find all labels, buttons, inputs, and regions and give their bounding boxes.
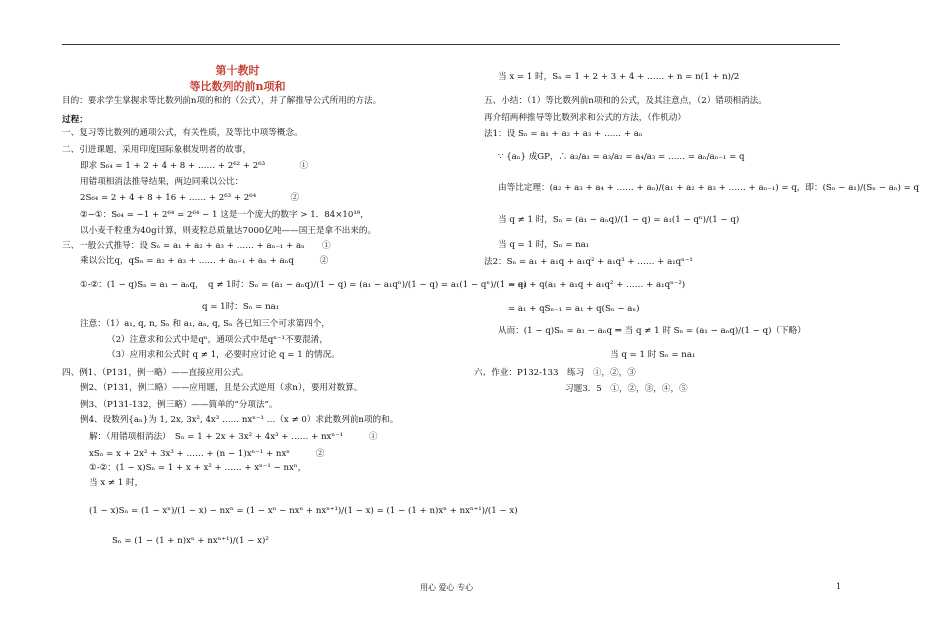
chess-sum: 即求 S₆₄ = 1 + 2 + 4 + 8 + …… + 2⁶² + 2⁶³ ① — [80, 161, 309, 171]
method-2-q1: 当 q = 1 时 Sₙ = na₁ — [610, 350, 696, 360]
ratio-theorem: 由等比定理：(a₂ + a₃ + a₄ + …… + aₙ)/(a₁ + a₂ + a₃ + …… + aₙ₋₁) = q，即：(Sₙ − a₁)/(Sₙ − aₙ) = q — [498, 183, 919, 193]
gp-ratio: ∵ {aₙ} 成GP，∴ a₂/a₁ = a₃/a₂ = a₄/a₃ = …… = aₙ/aₙ₋₁ = q — [498, 152, 745, 162]
method-line: 用错项相消法推导结果，两边同乘以公比： — [80, 177, 244, 187]
example-1: 四、例1、（P131，例一略）——直接应用公式。 — [62, 368, 249, 378]
method-1-result: 当 q ≠ 1 时，Sₙ = (a₁ − aₙq)/(1 − q) = a₁(1 − qⁿ)/(1 − q) — [498, 215, 740, 225]
header-rule — [62, 44, 840, 45]
multiply-ratio: 乘以公比q，qSₙ = a₂ + a₃ + …… + aₙ₋₁ + aₙ + aₙq ② — [80, 256, 329, 266]
difference-result: ②−①：S₆₄ = −1 + 2⁶⁴ = 2⁶⁴ − 1 这是一个庞大的数字 > 1．84×10¹⁹， — [80, 210, 369, 220]
section-1: 一、复习等比数列的通项公式，有关性质，及等比中项等概念。 — [62, 128, 303, 138]
wheat-note: 以小麦千粒重为40g计算，则麦粒总质量达7000亿吨——国王是拿不出来的。 — [80, 226, 377, 236]
solution-line-3: ①-②：(1 − x)Sₙ = 1 + x + x² + …… + xⁿ⁻¹ − nxⁿ， — [89, 463, 307, 473]
solution-line-6: Sₙ = (1 − (1 + n)xⁿ + nxⁿ⁺¹)/(1 − x)² — [112, 536, 269, 546]
solution-line-5: (1 − x)Sₙ = (1 − xⁿ)/(1 − x) − nxⁿ = (1 − xⁿ − nxⁿ + nxⁿ⁺¹)/(1 − x) = (1 − (1 + n)xⁿ + nxⁿ⁺¹)/(1 − x) — [89, 506, 518, 516]
example-2: 例2、（P131，例二略）——应用题，且是公式逆用（求n），要用对数算。 — [80, 383, 363, 393]
method-2-result: 从而：(1 − q)Sₙ = a₁ − aₙq ⇒ 当 q ≠ 1 时 Sₙ = (a₁ − aₙq)/(1 − q)（下略） — [498, 326, 806, 336]
solution-line-1: 解：（用错项相消法） Sₙ = 1 + 2x + 3x² + 4x³ + …… + nxⁿ⁻¹ ① — [89, 432, 378, 442]
exercises: 习题3．5 ①，②，③，④，⑤ — [565, 384, 688, 394]
note-1: 注意：（1）a₁, q, n, Sₙ 和 a₁, aₙ, q, Sₙ 各已知三个可求第四个， — [80, 319, 330, 329]
method-1-q1: 当 q = 1 时，Sₙ = na₁ — [498, 240, 590, 250]
method-2-step-1: = a₁ + q(a₁ + a₁q + a₁q² + …… + a₁qⁿ⁻²) — [508, 280, 686, 290]
homework: 六、作业：P132-133 练习 ①，②，③ — [474, 368, 636, 378]
section-2: 二、引进课题，采用印度国际象棋发明者的故事， — [62, 145, 252, 155]
lesson-subtitle: 等比数列的前n项和 — [189, 80, 286, 93]
example-4: 例4、设数列{aₙ}为 1, 2x, 3x², 4x³ …… nxⁿ⁻¹ …（x ≠ 0）求此数列前n项的和。 — [80, 415, 399, 425]
section-3: 三、一般公式推导：设 Sₙ = a₁ + a₂ + a₃ + …… + aₙ₋₁ + aₙ ① — [62, 241, 331, 251]
process-heading: 过程： — [62, 115, 88, 125]
note-3: （3）应用求和公式时 q ≠ 1，必要时应讨论 q = 1 的情况。 — [107, 350, 340, 360]
note-2: （2）注意求和公式中是qⁿ，通项公式中是qⁿ⁻¹不要混淆， — [107, 335, 328, 345]
objective-text: 目的：要求学生掌握求等比数列前n项的和的（公式），并了解推导公式所用的方法。 — [62, 96, 382, 106]
page-number: 1 — [836, 582, 842, 591]
intro-methods: 再介绍两种推导等比数列求和公式的方法，（作机动） — [484, 113, 686, 123]
solution-line-2: xSₙ = x + 2x² + 3x³ + …… + (n − 1)xⁿ⁻¹ + nxⁿ ② — [89, 449, 325, 459]
section-5: 五、小结：（1）等比数列前n项和的公式，及其注意点，（2）错项相消法。 — [484, 96, 767, 106]
doubled-sum: 2S₆₄ = 2 + 4 + 8 + 16 + …… + 2⁶³ + 2⁶⁴ ② — [80, 193, 300, 203]
x-equals-1: 当 x = 1 时，Sₙ = 1 + 2 + 3 + 4 + …… + n = n(1 + n)/2 — [498, 72, 740, 82]
method-2: 法2：Sₙ = a₁ + a₁q + a₁q² + a₁q³ + …… + a₁qⁿ⁻¹ — [484, 257, 693, 267]
general-formula: ①-②：(1 − q)Sₙ = a₁ − aₙq， q ≠ 1时：Sₙ = (a₁ − aₙq)/(1 − q) = (a₁ − a₁qⁿ)/(1 − q) = a₁(1 − qⁿ)/(1 − q) — [80, 280, 527, 290]
page-footer: 用心 爱心 专心 — [420, 583, 474, 592]
solution-line-4: 当 x ≠ 1 时， — [89, 478, 144, 488]
q-equals-1: q = 1时：Sₙ = na₁ — [202, 302, 280, 312]
example-3: 例3、（P131-132，例三略）——简单的“分项法”。 — [80, 400, 278, 410]
lesson-title: 第十教时 — [215, 64, 260, 77]
method-2-step-2: = a₁ + qSₙ₋₁ = a₁ + q(Sₙ − aₙ) — [508, 304, 640, 314]
method-1: 法1：设 Sₙ = a₁ + a₂ + a₃ + …… + aₙ — [484, 129, 643, 139]
